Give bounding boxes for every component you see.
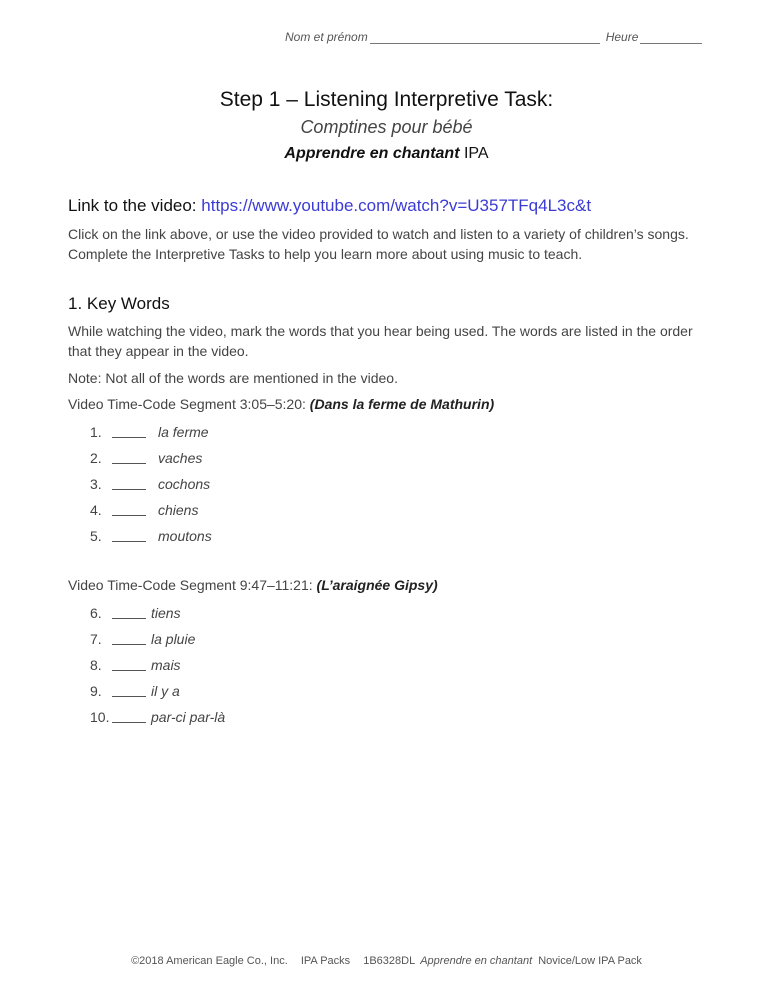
subtitle-rest: IPA [463,145,489,162]
subtitle-italic: Apprendre en chantant [284,145,460,162]
answer-blank[interactable] [112,505,146,516]
item-word: tiens [151,605,181,621]
answer-blank[interactable] [112,686,146,697]
page-footer [0,955,773,967]
page-subtitle-2 [0,145,773,163]
segment-1-time: Video Time-Code Segment 3:05–5:20: [68,396,306,412]
segment-1-song: (Dans la ferme de Mathurin) [309,396,495,412]
answer-blank[interactable] [112,634,146,645]
item-number: 7. [90,631,102,647]
item-word: il y a [151,683,180,699]
item-word: moutons [158,528,212,544]
list-item [90,626,225,652]
list-item [90,678,225,704]
item-word: chiens [158,502,199,518]
footer-pack: IPA Packs [300,955,351,967]
item-word: la pluie [151,631,196,647]
segment-2-time: Video Time-Code Segment 9:47–11:21: [68,577,313,593]
segment-2-word-list [90,600,225,730]
list-item [90,471,212,497]
name-time-line [285,30,705,44]
video-link[interactable]: https://www.youtube.com/watch?v=U357TFq4L3c&t [201,196,592,215]
list-item [90,704,225,730]
key-words-note: Note: Not all of the words are mentioned in the video. [68,370,398,386]
item-word: cochons [158,476,211,492]
answer-blank[interactable] [112,453,146,464]
item-word: mais [151,657,181,673]
segment-2-label [68,575,708,595]
answer-blank[interactable] [112,531,146,542]
name-field[interactable] [370,31,600,44]
item-number: 8. [90,657,102,673]
item-number: 4. [90,502,102,518]
item-number: 3. [90,476,102,492]
page-subtitle: Comptines pour bébé [300,117,473,137]
item-word: vaches [158,450,203,466]
video-link-row [68,196,591,216]
segment-1-label [68,394,708,414]
answer-blank[interactable] [112,608,146,619]
section-heading-key-words: 1. Key Words [68,294,170,313]
key-words-instructions: While watching the video, mark the words that you hear being used. The words are listed in the order that they appear in the video. [68,323,693,359]
segment-1-word-list [90,419,212,549]
name-label: Nom et prénom [285,30,368,44]
list-item [90,419,212,445]
item-number: 1. [90,424,102,440]
answer-blank[interactable] [112,479,146,490]
time-field[interactable] [640,31,702,44]
footer-title: Apprendre en chantant [420,955,533,967]
video-link-label: Link to the video: [68,196,197,215]
answer-blank[interactable] [112,712,146,723]
footer-copyright: ©2018 American Eagle Co., Inc. [131,955,288,967]
item-word: la ferme [158,424,209,440]
segment-2-song: (L’araignée Gipsy) [316,577,438,593]
list-item [90,652,225,678]
intro-text: Click on the link above, or use the video provided to watch and listen to a variety of children’s songs. Complete the Interpretive Tasks to help you learn more about using music to teach. [68,226,689,262]
list-item [90,600,225,626]
page-title: Step 1 – Listening Interpretive Task: [219,88,554,111]
list-item [90,445,212,471]
item-number: 9. [90,683,102,699]
list-item [90,497,212,523]
item-number: 10. [90,709,110,725]
footer-code: 1B6328DL [363,955,416,967]
item-number: 6. [90,605,102,621]
item-number: 5. [90,528,102,544]
footer-level: Novice/Low IPA Pack [538,955,642,967]
item-word: par-ci par-là [151,709,226,725]
answer-blank[interactable] [112,427,146,438]
answer-blank[interactable] [112,660,146,671]
list-item [90,523,212,549]
time-label: Heure [605,30,639,44]
item-number: 2. [90,450,102,466]
